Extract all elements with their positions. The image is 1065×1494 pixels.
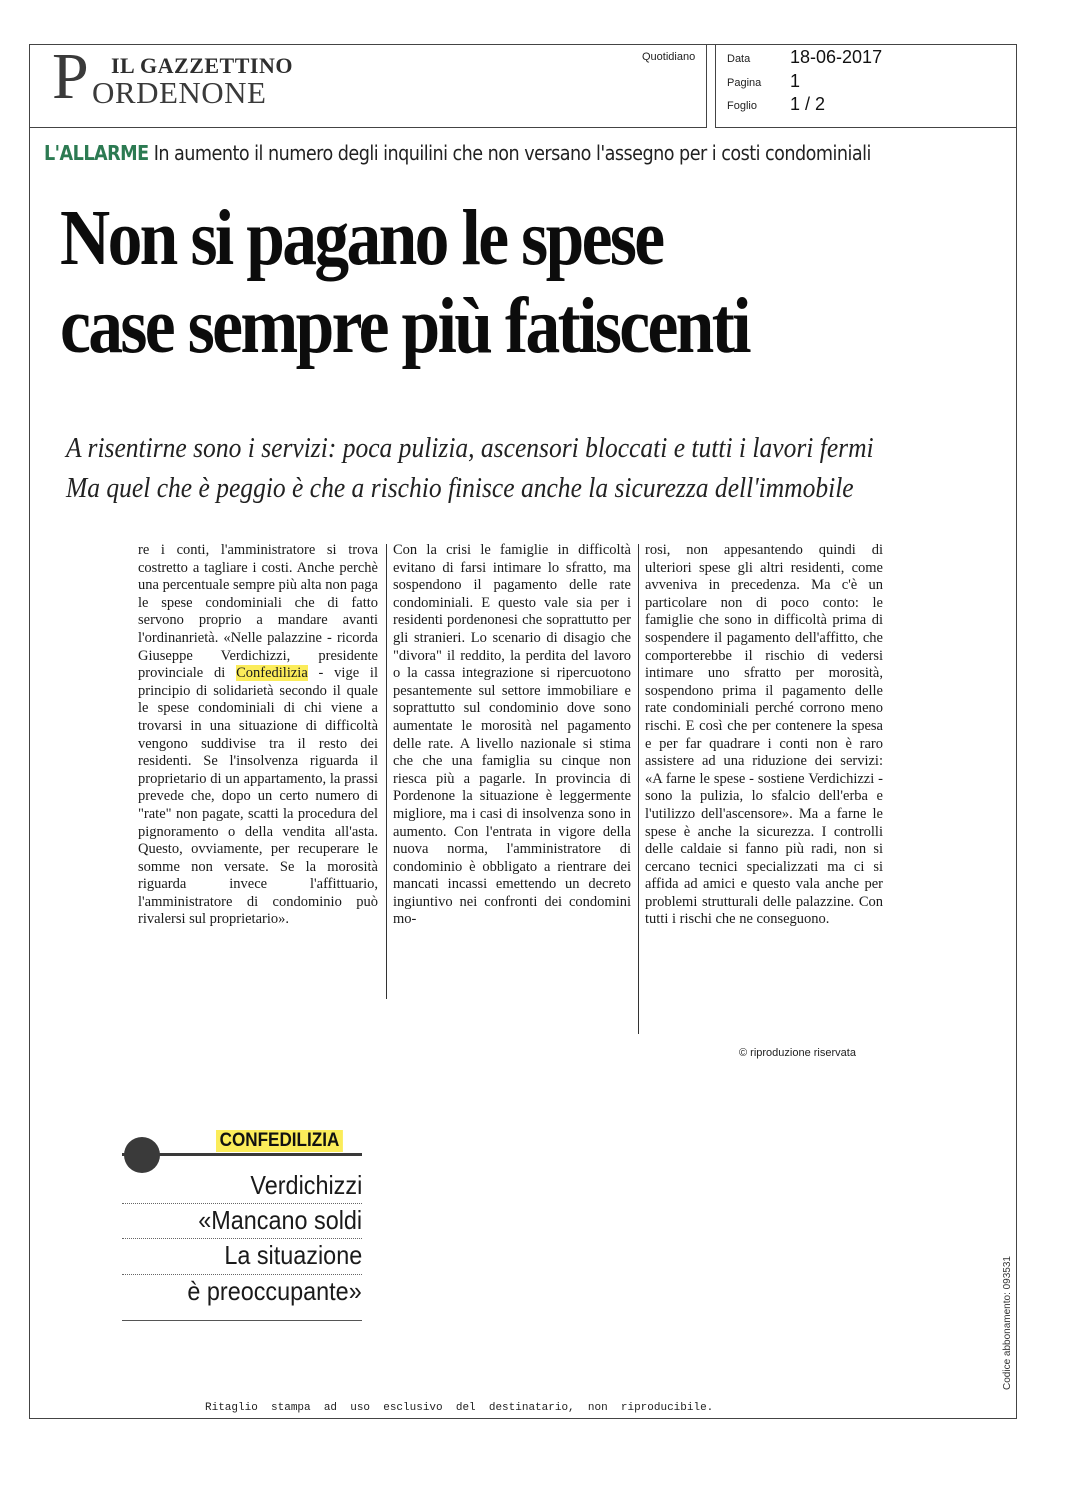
box-label: CONFEDILIZIA [216, 1130, 343, 1152]
quote-rule-1 [122, 1203, 362, 1204]
quote-rule-bottom [122, 1320, 362, 1321]
kicker-text: In aumento il numero degli inquilini che non versano l'assegno per i costi condominiali [153, 141, 871, 165]
article-column-3 [645, 542, 883, 929]
article-column-2 [393, 542, 631, 929]
subhead-line-1: A risentirne sono i servizi: poca pulizia, ascensori bloccati e tutti i lavori fermi [66, 432, 874, 464]
column-1-text-a: re i conti, l'amministratore si trova costretto a tagliare i costi. Anche perchè una percentuale sempre più alta non paga le spese condominiali che di fatto servono proprio a mandare avanti l'ordinanrietà. «Nelle palazzine - ricorda Giuseppe Verdichizzi, presidente provinciale di [138, 542, 378, 682]
headline-line-1: Non si pagano le spese [60, 195, 663, 282]
column-3-text: rosi, non appesantendo quindi di ulteriori spese gli altri residenti, come avveniva in precedenza. Ma c'è un particolare non di poco conto: le famiglie che sono in difficoltà prima di sospendere il pagamento dell'affitto, che comporterebbe il rischio di vedersi intimare uno sfratto per morosità, sospendono prima il pagamento delle rate condominiali perché corrono meno rischi. E così che per contenere la spesa e per far quadrare i conti non è raro assistere ad una riduzione dei servizi: «A farne le spese - sostiene Verdichizzi - sono la pulizia, lo sfalcio dell'erba e l'utilizzo dell'ascensore». Ma a farne le spese è anche la sicurezza. I controlli delle caldaie si fanno più radi, non si cercano tecnici specializzati ma ci si affida ad amici e questo vala anche per problemi strutturali delle palazzine. Con tutti i rischi che ne conseguono. [645, 542, 883, 928]
meta-value-page: 1 [790, 71, 801, 91]
meta-value-date: 18-06-2017 [790, 47, 883, 67]
meta-label-date: Data [727, 53, 751, 65]
column-2-text: Con la crisi le famiglie in difficoltà evitano di farsi intimare lo sfratto, ma sospendono il pagamento delle rate condominiali. E questo vale sia per i residenti pordenonesi che soprattutto per gli stranieri. Lo scenario di disagio che "divora" il reddito, la perdita del lavoro o la cassa integrazione si ripercuotono pesantemente sul settore immobiliare e soprattutto sul condominio dove sono aumentate le morosità nel pagamento delle rate. A livello nazionale si stima che che una famiglia su cinque non riesca più a pagarle. In provincia di Pordenone la situazione è leggermente migliore, ma i casi di insolvenza sono in aumento. Con l'entrata in vigore della nuova norma, l'amministratore di condominio è obbligato a rientrare dei mancati incassi emettendo un decreto ingiuntivo nei confronti dei condomini mo- [393, 542, 631, 928]
quote-rule-2 [122, 1238, 362, 1239]
meta-value-sheet: 1 / 2 [790, 94, 826, 114]
article-column-1 [138, 542, 378, 929]
column-divider-1 [386, 544, 387, 999]
headline-line-2: case sempre più fatiscenti [60, 283, 749, 370]
article-headline [60, 195, 749, 371]
quote-line-3: La situazione [224, 1240, 362, 1270]
column-1-text-b: - vige il principio di solidarietà secondo il quale le spese condominiali di chi viene a trovarsi in una situazione di difficoltà vengono suddivise tra il resto dei residenti. Se l'insolvenza riguarda il proprietario di un appartamento, la prassi prevede che, dopo un certo numero di "rate" non pagate, scatti la procedura del pignoramento o della vendita all'asta. Questo, ovviamente, per recuperare le somme non versate. Se la morosità riguarda invece l'affittuario, l'amministratore di condominio può rivalersi sul proprietario». [138, 665, 378, 928]
quote-line-1: Verdichizzi [250, 1170, 362, 1200]
kicker-label: L'ALLARME [44, 141, 149, 165]
article-kicker [44, 141, 871, 165]
subhead-line-2: Ma quel che è peggio è che a rischio finisce anche la sicurezza dell'immobile [66, 472, 854, 504]
publication-type: Quotidiano [642, 51, 696, 63]
footer-notice: Ritaglio stampa ad uso esclusivo del destinatario, non riproducibile. [205, 1402, 714, 1414]
masthead-city: ORDENONE [92, 75, 267, 110]
masthead-initial: P [52, 40, 89, 113]
highlighted-keyword: Confedilizia [236, 665, 308, 682]
quote-line-4: è preoccupante» [187, 1276, 362, 1306]
meta-label-sheet: Foglio [727, 100, 757, 112]
column-divider-2 [638, 544, 639, 1034]
quote-rule-3 [122, 1274, 362, 1275]
meta-label-page: Pagina [727, 77, 762, 89]
copyright-credit: © riproduzione riservata [739, 1047, 856, 1059]
quote-line-2: «Mancano soldi [198, 1205, 362, 1235]
box-top-bar [122, 1153, 362, 1156]
article-subhead [66, 428, 874, 508]
masthead-title: IL GAZZETTINO [111, 53, 293, 78]
subscription-code: Codice abbonamento: 093531 [1002, 1256, 1013, 1390]
